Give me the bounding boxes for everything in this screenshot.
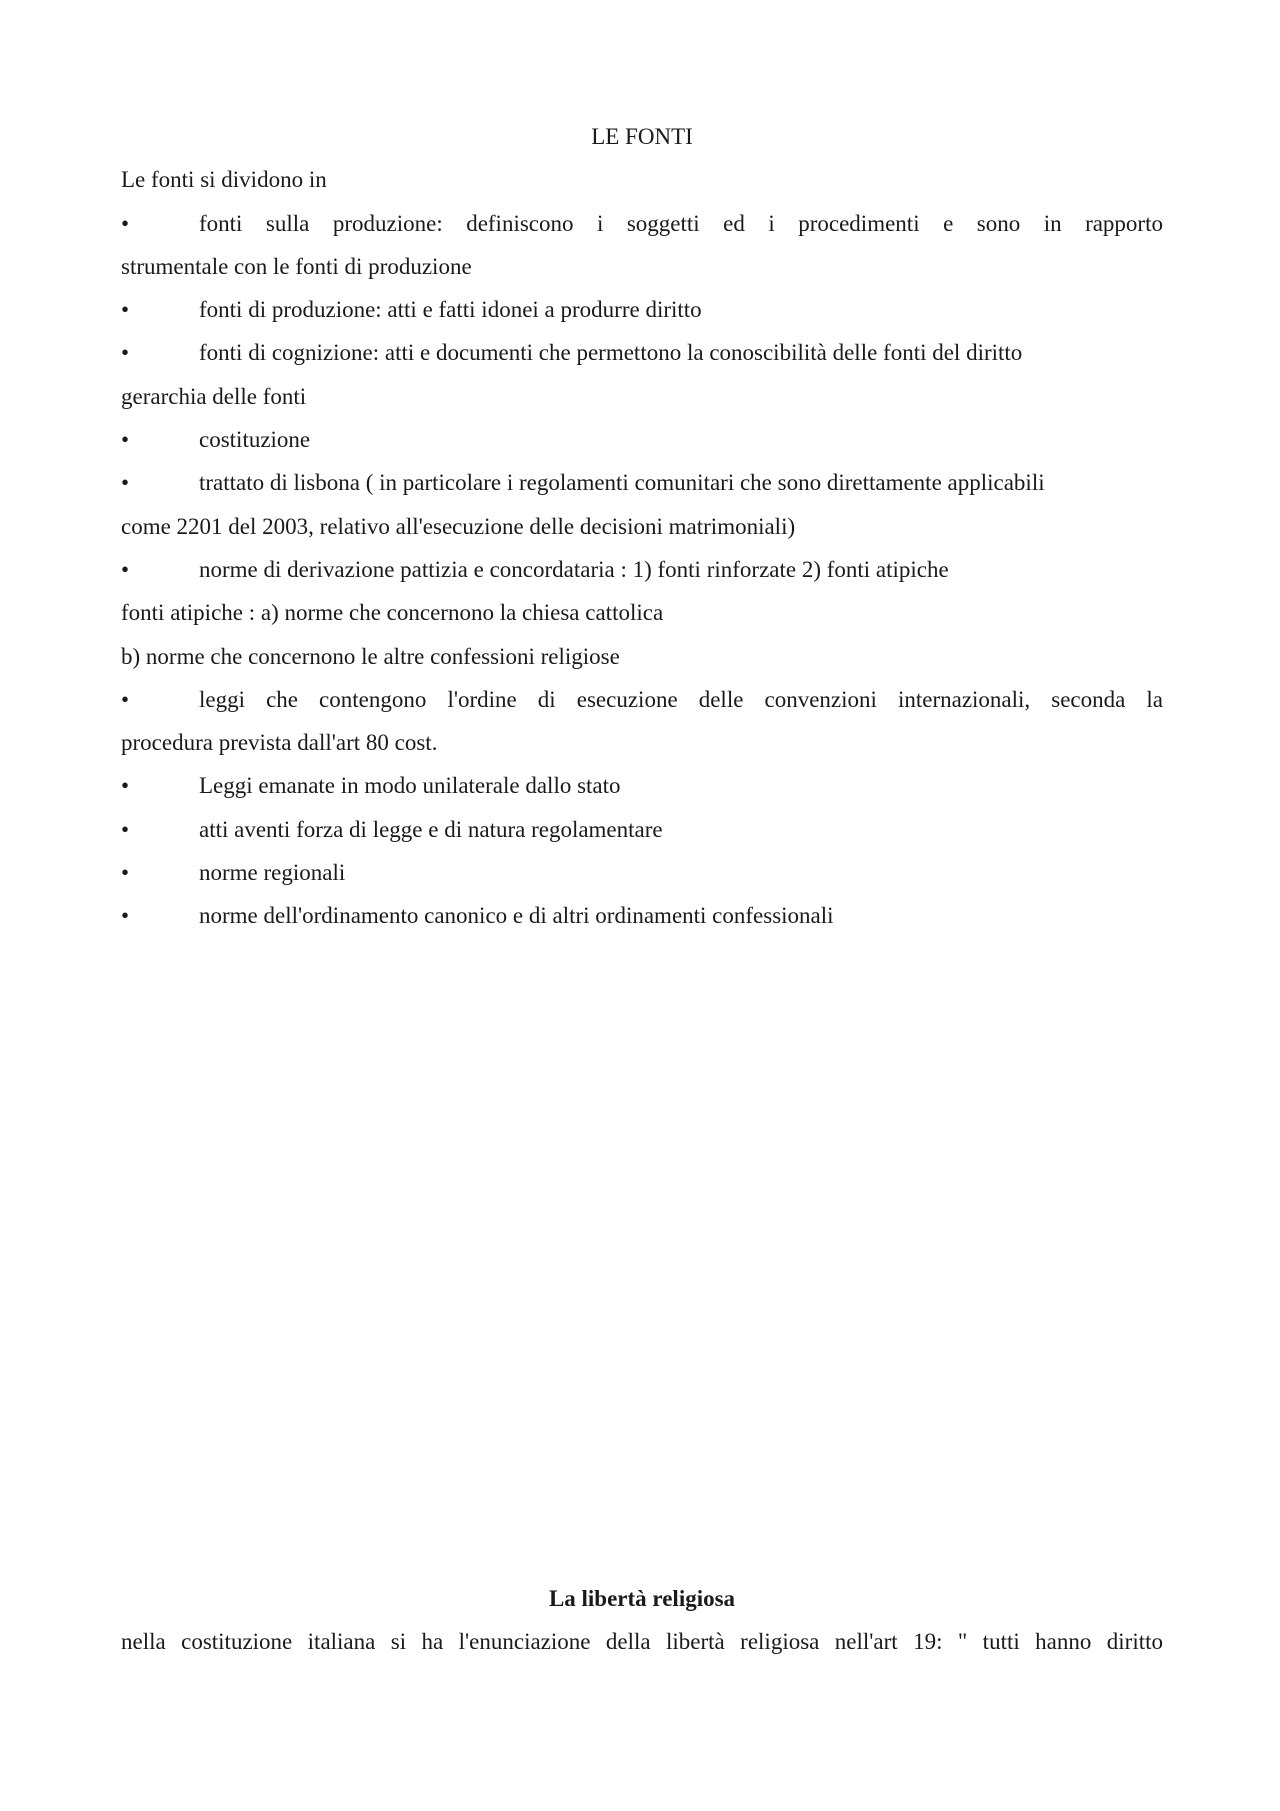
bullet-icon: • (121, 427, 130, 453)
list-item (121, 764, 1163, 807)
list-item-continuation: strumentale con le fonti di produzione (121, 253, 472, 279)
list-item-text: fonti sulla produzione: definiscono i soggetti ed i procedimenti e sono in rapporto (199, 210, 1163, 236)
list-item-text: norme di derivazione pattizia e concordataria : 1) fonti rinforzate 2) fonti atipiche (199, 556, 949, 582)
list-item (121, 548, 1163, 591)
bullet-icon: • (121, 210, 130, 236)
list-item (121, 418, 1163, 461)
bullet-icon: • (121, 470, 130, 496)
list-item (121, 331, 1163, 374)
section-liberta-religiosa (121, 1577, 1163, 1664)
list-item-text: trattato di lisbona ( in particolare i regolamenti comunitari che sono direttamente applicabili (199, 470, 1045, 496)
bullet-icon: • (121, 860, 130, 886)
atypical-sources-a: fonti atipiche : a) norme che concernono la chiesa cattolica (121, 600, 664, 626)
list-item (121, 202, 1163, 245)
body-paragraph: nella costituzione italiana si ha l'enunciazione della libertà religiosa nell'art 19: " tutti hanno diritto (121, 1629, 1163, 1655)
bullet-icon: • (121, 773, 130, 799)
list-item (121, 288, 1163, 331)
list-item-text: norme dell'ordinamento canonico e di altri ordinamenti confessionali (199, 903, 834, 929)
section-title: LE FONTI (591, 124, 693, 149)
list-item (121, 808, 1163, 851)
list-item (121, 678, 1163, 721)
list-item (121, 894, 1163, 937)
section-title: La libertà religiosa (548, 1586, 736, 1611)
list-item-text: leggi che contengono l'ordine di esecuzione delle convenzioni internazionali, seconda la (199, 686, 1163, 712)
list-item (121, 851, 1163, 894)
list-item-text: costituzione (199, 427, 311, 453)
list-item (121, 461, 1163, 504)
list-item-text: fonti di cognizione: atti e documenti che permettono la conoscibilità delle fonti del diritto (199, 340, 1023, 366)
bullet-icon: • (121, 340, 130, 366)
intro-paragraph: Le fonti si dividono in (121, 167, 327, 193)
hierarchy-heading: gerarchia delle fonti (121, 383, 307, 409)
bullet-icon: • (121, 686, 130, 712)
bullet-icon: • (121, 556, 130, 582)
section-le-fonti (121, 115, 1163, 938)
bullet-icon: • (121, 903, 130, 929)
list-item-continuation: come 2201 del 2003, relativo all'esecuzione delle decisioni matrimoniali) (121, 513, 796, 539)
list-item-text: Leggi emanate in modo unilaterale dallo stato (199, 773, 621, 799)
list-item-text: atti aventi forza di legge e di natura regolamentare (199, 816, 663, 842)
list-item-text: norme regionali (199, 860, 346, 886)
list-item-continuation: procedura prevista dall'art 80 cost. (121, 730, 438, 756)
atypical-sources-b: b) norme che concernono le altre confessioni religiose (121, 643, 620, 669)
list-item-text: fonti di produzione: atti e fatti idonei a produrre diritto (199, 297, 702, 323)
bullet-icon: • (121, 816, 130, 842)
bullet-icon: • (121, 297, 130, 323)
